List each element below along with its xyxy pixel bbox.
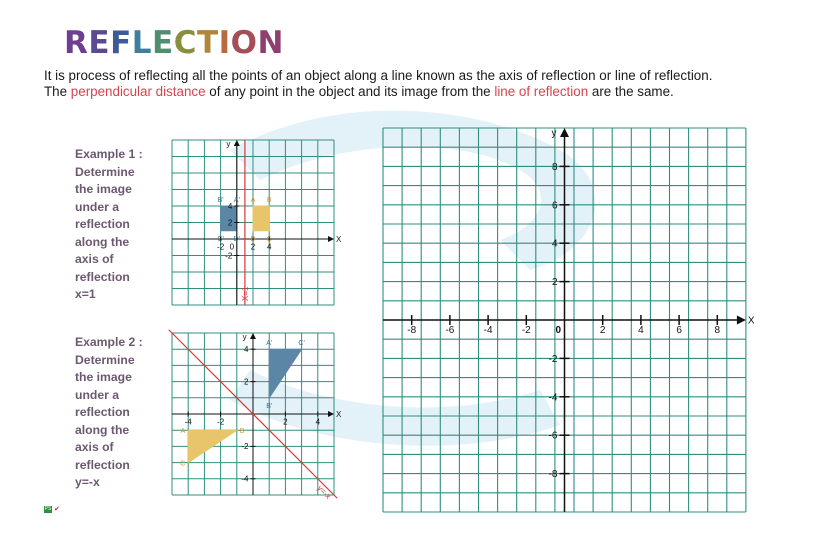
title-letter: C	[173, 25, 197, 61]
example-1-image-vertex-label: C'	[217, 235, 224, 243]
example-1-x-tick-label: 4	[266, 242, 272, 252]
example-2-description: Determine the image under a reflection along the axis of reflection y=-x	[75, 352, 135, 489]
example-2-x-axis-label: X	[336, 409, 342, 419]
term-line-of-reflection: line of reflection	[494, 84, 589, 99]
main-grid-y-tick-label: -8	[548, 469, 558, 481]
example-1-object-vertex-label: B	[266, 197, 272, 204]
example-2-y-axis-arrow	[250, 333, 256, 339]
example-1-heading: Example 1 :	[75, 147, 143, 161]
example-1-x-axis-label: X	[336, 234, 342, 244]
example-1-image-vertex-label: B'	[217, 197, 224, 204]
title-letter: L	[131, 25, 153, 61]
title-letter: E	[152, 25, 174, 61]
example-1-reflection-line-label: X=1	[240, 286, 250, 301]
example-2-object-vertex-label: A	[180, 428, 186, 436]
intro-line-2-start: The	[44, 84, 71, 99]
intro-line-1: It is process of reflecting all the points of an object along a line known as the axis of reflection or line of reflection.	[44, 68, 713, 83]
main-grid-y-tick-label: 6	[551, 200, 558, 212]
example-2-image-vertex-label: C'	[298, 340, 305, 348]
check-icon: ✔	[54, 506, 60, 513]
title-letter: E	[88, 25, 111, 61]
title-letter: I	[218, 25, 231, 61]
main-practice-grid	[383, 128, 768, 514]
example-2-x-tick-label: 4	[315, 417, 321, 427]
main-grid-y-tick-label: -6	[548, 430, 558, 442]
main-grid-x-axis-arrow	[737, 316, 746, 325]
example-1-image-vertex-label: A'	[233, 197, 240, 204]
main-grid-x-tick-label: 4	[638, 325, 644, 336]
main-grid-y-tick-label: 4	[551, 238, 558, 250]
example-2-image-vertex-label: A'	[266, 340, 273, 348]
example-2-object-vertex-label: C	[180, 460, 186, 468]
intro-line-2-middle: of any point in the object and its image from the	[205, 84, 495, 99]
example-2-y-axis-label: y	[242, 332, 247, 342]
example-1-graph	[172, 139, 342, 306]
example-1-object-vertex-label: A	[250, 197, 256, 204]
title-letter: N	[257, 25, 284, 61]
example-1-image-vertex-label: D'	[233, 235, 241, 243]
example-2-image-vertex-label: B'	[266, 402, 273, 410]
main-grid-x-tick-label: 2	[599, 325, 606, 336]
example-1-x-tick-label: 2	[250, 242, 256, 252]
main-grid-y-axis-arrow	[560, 128, 569, 137]
title-letter: T	[196, 25, 219, 61]
example-2-object-vertex-label: B	[239, 428, 245, 436]
example-1-x-tick-label: -2	[217, 242, 225, 252]
example-2-x-tick-label: -2	[217, 417, 225, 427]
example-2-text	[75, 334, 165, 492]
example-2-y-tick-label: -4	[241, 474, 249, 484]
main-grid-y-tick-label: -2	[548, 353, 558, 365]
main-grid-x-tick-label: -8	[407, 325, 417, 336]
example-2-y-tick-label: -2	[241, 442, 249, 452]
example-2-y-tick-label: 2	[244, 377, 249, 387]
intro-line-2	[44, 84, 814, 100]
page-title	[64, 25, 284, 61]
main-grid-y-tick-label: 8	[551, 161, 558, 173]
main-grid-x-tick-label: -4	[483, 325, 493, 336]
term-perpendicular-distance: perpendicular distance	[70, 84, 206, 99]
example-1-origin-label: 0	[229, 242, 235, 252]
title-letter: O	[230, 25, 258, 61]
example-2-x-tick-label: 2	[283, 417, 288, 427]
publisher-logo-box: PS	[44, 506, 52, 512]
example-1-description: Determine the image under a reflection along the axis of reflection x=1	[75, 164, 135, 301]
main-grid-y-tick-label: -4	[548, 392, 558, 404]
main-grid-x-tick-label: 8	[714, 325, 721, 336]
example-2-y-tick-label: 4	[244, 345, 249, 354]
main-grid-x-tick-label: 6	[676, 325, 682, 336]
example-1-text	[75, 146, 165, 304]
main-grid-origin-label: 0	[555, 325, 562, 336]
example-1-y-axis-arrow	[234, 140, 240, 146]
publisher-logo	[44, 506, 66, 514]
example-2-x-tick-label: -4	[184, 417, 192, 427]
example-1-y-tick-label: 2	[227, 218, 233, 228]
example-1-x-axis-arrow	[328, 236, 334, 242]
example-1-object-vertex-label: D	[250, 235, 256, 243]
main-grid-y-tick-label: 2	[551, 277, 558, 289]
example-2-reflection-line-label: y=-x	[315, 483, 333, 501]
example-2-graph	[172, 332, 342, 501]
intro-text	[44, 68, 814, 100]
main-grid-y-axis-label: y	[551, 128, 557, 139]
title-letter: R	[64, 25, 89, 61]
title-letter: F	[110, 25, 132, 61]
main-grid-x-axis-label: X	[747, 315, 755, 327]
example-1-y-tick-label: 4	[227, 201, 233, 211]
example-2-heading: Example 2 :	[75, 335, 143, 349]
example-1-y-tick-label: -2	[225, 251, 233, 261]
intro-line-2-end: are the same.	[588, 84, 674, 99]
example-1-object-shape	[253, 206, 269, 231]
example-2-x-axis-arrow	[328, 411, 334, 417]
main-grid-x-tick-label: -6	[445, 325, 455, 336]
example-1-y-axis-label: y	[226, 139, 231, 149]
example-1-object-vertex-label: C	[266, 235, 272, 243]
main-grid-x-tick-label: -2	[521, 325, 531, 336]
